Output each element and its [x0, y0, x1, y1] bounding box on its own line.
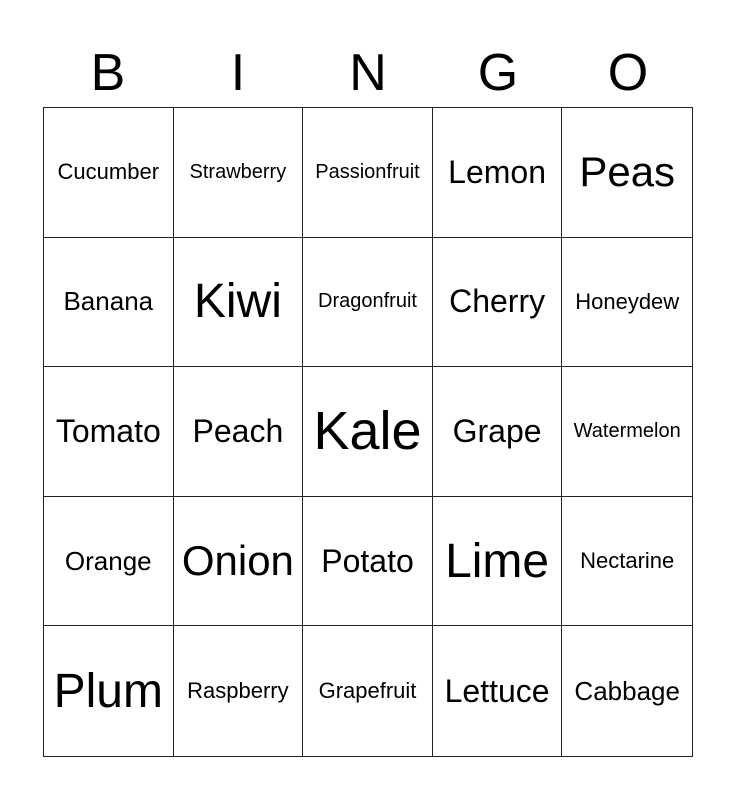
bingo-cell[interactable]: Plum: [44, 626, 174, 756]
bingo-cell[interactable]: Lettuce: [433, 626, 563, 756]
bingo-cell[interactable]: Peas: [562, 108, 692, 238]
bingo-cell[interactable]: Tomato: [44, 367, 174, 497]
bingo-board: [43, 107, 693, 757]
bingo-cell[interactable]: Nectarine: [562, 497, 692, 627]
bingo-cell[interactable]: Orange: [44, 497, 174, 627]
bingo-cell[interactable]: Potato: [303, 497, 433, 627]
header-letter-g: G: [477, 44, 519, 102]
bingo-cell[interactable]: Honeydew: [562, 238, 692, 368]
bingo-cell[interactable]: Lime: [433, 497, 563, 627]
header-letter-i: I: [230, 44, 246, 102]
bingo-cell[interactable]: Kiwi: [174, 238, 304, 368]
bingo-cell[interactable]: Watermelon: [562, 367, 692, 497]
bingo-cell[interactable]: Grapefruit: [303, 626, 433, 756]
bingo-cell[interactable]: Lemon: [433, 108, 563, 238]
bingo-cell[interactable]: Kale: [303, 367, 433, 497]
bingo-cell[interactable]: Passionfruit: [303, 108, 433, 238]
bingo-header: [43, 40, 693, 106]
bingo-cell[interactable]: Grape: [433, 367, 563, 497]
bingo-cell[interactable]: Cherry: [433, 238, 563, 368]
bingo-cell[interactable]: Banana: [44, 238, 174, 368]
bingo-cell[interactable]: Onion: [174, 497, 304, 627]
header-letter-b: B: [90, 44, 126, 102]
bingo-cell[interactable]: Peach: [174, 367, 304, 497]
bingo-cell[interactable]: Cucumber: [44, 108, 174, 238]
bingo-cell[interactable]: Dragonfruit: [303, 238, 433, 368]
header-letter-o: O: [607, 44, 649, 102]
header-letter-n: N: [349, 44, 387, 102]
bingo-cell[interactable]: Raspberry: [174, 626, 304, 756]
bingo-cell[interactable]: Cabbage: [574, 675, 680, 706]
bingo-cell[interactable]: Strawberry: [174, 108, 304, 238]
